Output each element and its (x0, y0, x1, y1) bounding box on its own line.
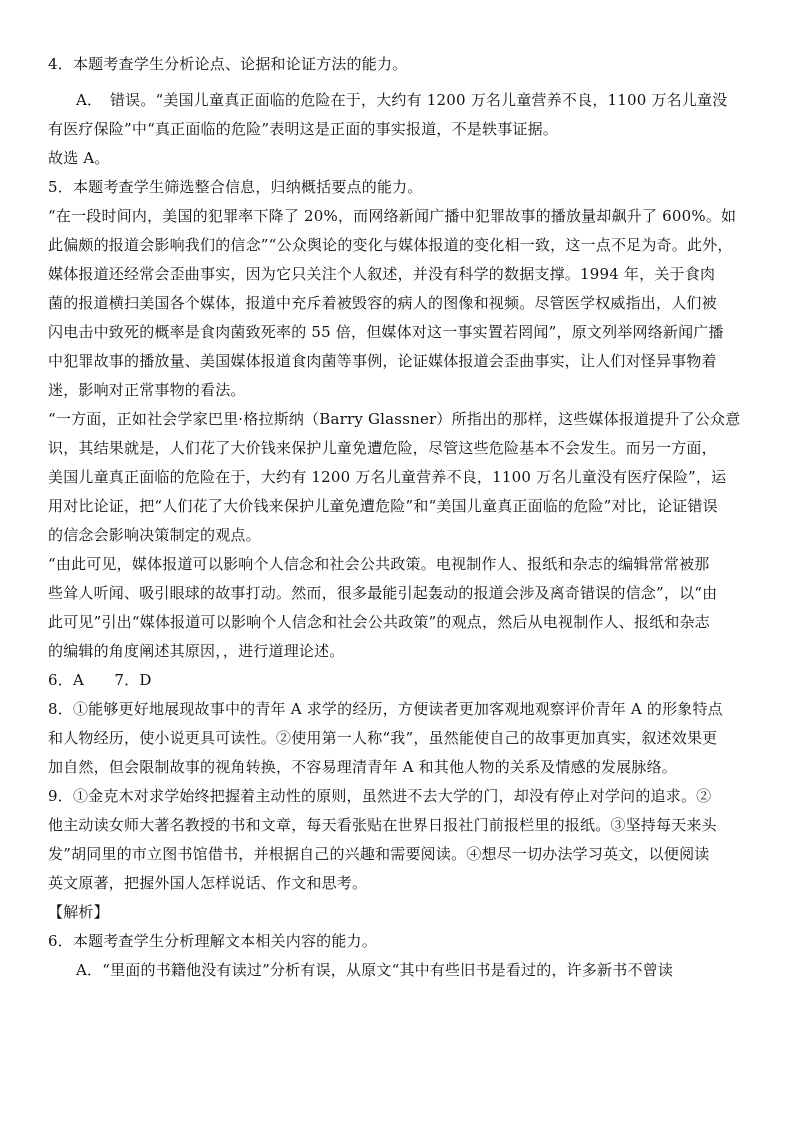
text-line: 闪电击中致死的概率是食肉菌致死率的 55 倍，但媒体对这一事实置若罔闻”，原文列举网络新闻广播 (48, 323, 724, 341)
text-line: 加自然，但会限制故事的视角转换，不容易理清青年 A 和其他人物的关系及情感的发展脉络。 (48, 758, 677, 776)
text-line: 些耸人听闻、吸引眼球的故事打动。然而，很多最能引起轰动的报道会涉及离奇错误的信念”，以“由 (48, 584, 718, 602)
text-line: A．“里面的书籍他没有读过”分析有误，从原文“其中有些旧书是看过的，许多新书不曾读 (76, 961, 674, 979)
text-line: 4．本题考查学生分析论点、论据和论证方法的能力。 (48, 55, 408, 73)
text-line: 媒体报道还经常会歪曲事实，因为它只关注个人叙述，并没有科学的数据支撑。1994 年，关于食肉 (48, 265, 716, 283)
text-line: 8．①能够更好地展现故事中的青年 A 求学的经历，方便读者更加客观地观察评价青年 A 的形象特点 (48, 700, 723, 718)
text-line: 的信念会影响决策制定的观点。 (48, 526, 261, 544)
text-line: 5．本题考查学生筛选整合信息，归纳概括要点的能力。 (48, 178, 423, 196)
text-line: 9．①金克木对求学始终把握着主动性的原则，虽然进不去大学的门，却没有停止对学问的追求。② (48, 787, 712, 805)
text-line: 中犯罪故事的播放量、美国媒体报道食肉菌等事例，论证媒体报道会歪曲事实，让人们对怪异事物着 (48, 352, 717, 370)
text-line: “由此可见，媒体报道可以影响个人信念和社会公共政策。电视制作人、报纸和杂志的编辑常常被那 (48, 555, 710, 573)
text-line: 6．A 7．D (48, 671, 152, 689)
section-heading: 【解析】 (48, 903, 109, 921)
text-line: 用对比论证，把“人们花了大价钱来保护儿童免遭危险”和“美国儿童真正面临的危险”对比，论证错误 (48, 497, 718, 515)
text-line: 和人物经历，使小说更具可读性。②使用第一人称“我”，虽然能使自己的故事更加真实，叙述效果更 (48, 729, 718, 747)
text-line: 有医疗保险”中“真正面临的危险”表明这是正面的事实报道，不是轶事证据。 (48, 120, 559, 138)
text-line: 美国儿童真正面临的危险在于，大约有 1200 万名儿童营养不良，1100 万名儿童没有医疗保险”，运 (48, 468, 727, 486)
text-line: “在一段时间内，美国的犯罪率下降了 20%，而网络新闻广播中犯罪故事的播放量却飙升了 600%。如 (48, 207, 737, 225)
text-line: 的编辑的角度阐述其原因，，进行道理论述。 (48, 642, 345, 660)
text-line: 迷，影响对正常事物的看法。 (48, 381, 246, 399)
text-line: 故选 A。 (48, 149, 110, 167)
text-line: 发”胡同里的市立图书馆借书，并根据自己的兴趣和需要阅读。④想尽一切办法学习英文，以便阅读 (48, 845, 710, 863)
text-line: 他主动读女师大著名教授的书和文章，每天看张贴在世界日报社门前报栏里的报纸。③坚持每天来头 (48, 816, 717, 834)
text-line: 此可见”引出“媒体报道可以影响个人信念和社会公共政策”的观点，然后从电视制作人、报纸和杂志 (48, 613, 711, 631)
text-line: A． 错误。“美国儿童真正面临的危险在于，大约有 1200 万名儿童营养不良，1100 万名儿童没 (76, 91, 728, 109)
text-line: 英文原著，把握外国人怎样说话、作文和思考。 (48, 874, 368, 892)
text-line: 识，其结果就是，人们花了大价钱来保护儿童免遭危险，尽管这些危险基本不会发生。而另一方面， (48, 439, 717, 457)
text-line: 菌的报道横扫美国各个媒体，报道中充斥着被毁容的病人的图像和视频。尽管医学权威指出，人们被 (48, 294, 717, 312)
document-page (48, 50, 784, 985)
text-line: 此偏颇的报道会影响我们的信念”“公众舆论的变化与媒体报道的变化相一致，这一点不足为奇。此外， (48, 236, 733, 254)
text-line: 6．本题考查学生分析理解文本相关内容的能力。 (48, 932, 377, 950)
text-line: “一方面，正如社会学家巴里·格拉斯纳（Barry Glassner）所指出的那样，这些媒体报道提升了公众意 (48, 410, 741, 428)
